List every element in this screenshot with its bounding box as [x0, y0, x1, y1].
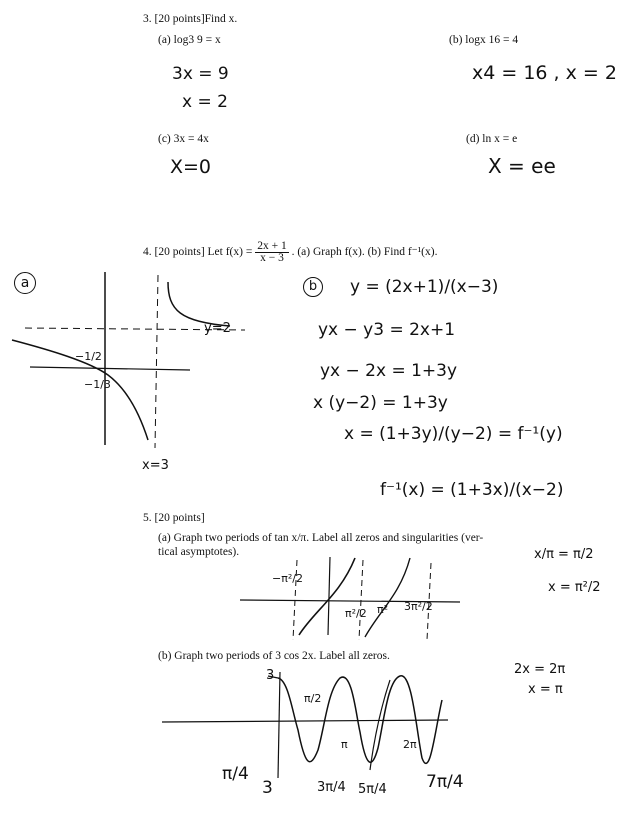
cos-label-7pi-over-4: 7π/4	[426, 772, 464, 792]
y-intercept-label: −1/3	[84, 378, 111, 391]
cos-label-5pi-over-4: 5π/4	[358, 782, 387, 797]
right-branch-curve	[168, 282, 230, 326]
cos-label-pi-over-4: π/4	[222, 764, 249, 784]
part-a-circle-mark: a	[14, 272, 36, 294]
cos-overlay-stroke	[370, 680, 390, 770]
tan-asymptote-2	[359, 560, 363, 640]
function-fraction	[255, 241, 289, 264]
cos-label-2pi: 2π	[403, 738, 417, 751]
cos-label-neg-amplitude: 3	[262, 778, 273, 798]
cos-wave-curve	[278, 676, 442, 764]
problem-3-header: 3. [20 points]Find x.	[143, 13, 238, 25]
tan-label-neg-asymptote: −π²/2	[272, 572, 303, 585]
problem-3c-work: X=0	[170, 156, 212, 178]
tan-label-asymptote: π²/2	[345, 607, 367, 620]
tan-label-zero: π²	[377, 603, 389, 616]
x-axis	[30, 367, 190, 370]
vertical-asymptote-label: x=3	[142, 458, 169, 473]
inverse-step-1: y = (2x+1)/(x−3)	[350, 277, 499, 297]
fraction-numerator: 2x + 1	[257, 240, 287, 252]
cos-amplitude-label: 3	[266, 668, 275, 683]
x-intercept-label: −1/2	[75, 350, 102, 363]
problem-3a-work-2: x = 2	[182, 92, 228, 112]
problem-4-header-post: . (a) Graph f(x). (b) Find f⁻¹(x).	[291, 246, 438, 259]
problem-3d-label: (d) ln x = e	[466, 133, 518, 145]
problem-5a-line-1: (a) Graph two periods of tan x/π. Label all zeros and singularities (ver-	[158, 532, 484, 544]
part-b-circle-mark: b	[303, 277, 323, 297]
tan-branch-1	[299, 558, 355, 635]
problem-3d-work: X = ee	[488, 154, 556, 178]
problem-5a-line-2: tical asymptotes).	[158, 546, 240, 558]
cos-side-work-2: x = π	[528, 682, 563, 697]
cosine-graph	[160, 670, 460, 780]
problem-3b-work: x4 = 16 , x = 2	[472, 62, 617, 84]
inverse-result: f⁻¹(x) = (1+3x)/(x−2)	[380, 480, 564, 500]
problem-5-header: 5. [20 points]	[143, 512, 205, 524]
cos-y-axis	[278, 672, 280, 778]
inverse-step-4: x (y−2) = 1+3y	[313, 393, 448, 413]
tan-y-axis	[328, 557, 330, 635]
inverse-step-2: yx − y3 = 2x+1	[318, 320, 456, 340]
inverse-step-5: x = (1+3y)/(y−2) = f⁻¹(y)	[344, 424, 563, 444]
horizontal-asymptote-label: y=2	[204, 321, 231, 336]
cos-label-pi-over-2: π/2	[304, 692, 322, 705]
vertical-asymptote	[155, 275, 158, 448]
problem-3a-label: (a) log3 9 = x	[158, 34, 221, 46]
tan-label-far-asymptote: 3π²/2	[404, 600, 433, 613]
inverse-step-3: yx − 2x = 1+3y	[320, 361, 458, 381]
tan-branch-2	[365, 558, 410, 637]
tan-side-work-1: x/π = π/2	[534, 547, 594, 562]
problem-4-header-pre: 4. [20 points] Let f(x) =	[143, 246, 253, 259]
cos-label-3pi-over-4: 3π/4	[317, 780, 346, 795]
problem-3c-label: (c) 3x = 4x	[158, 133, 209, 145]
cos-x-axis	[162, 720, 448, 722]
cos-label-pi: π	[341, 738, 348, 751]
rational-function-graph	[0, 270, 260, 480]
problem-5b-line: (b) Graph two periods of 3 cos 2x. Label all zeros.	[158, 650, 390, 662]
problem-3a-work-1: 3x = 9	[172, 64, 229, 84]
problem-3b-label: (b) logx 16 = 4	[449, 34, 519, 46]
problem-4-header	[143, 241, 437, 264]
tan-side-work-2: x = π²/2	[548, 580, 601, 595]
fraction-denominator: x − 3	[260, 252, 284, 264]
cos-side-work-1: 2x = 2π	[514, 662, 566, 677]
